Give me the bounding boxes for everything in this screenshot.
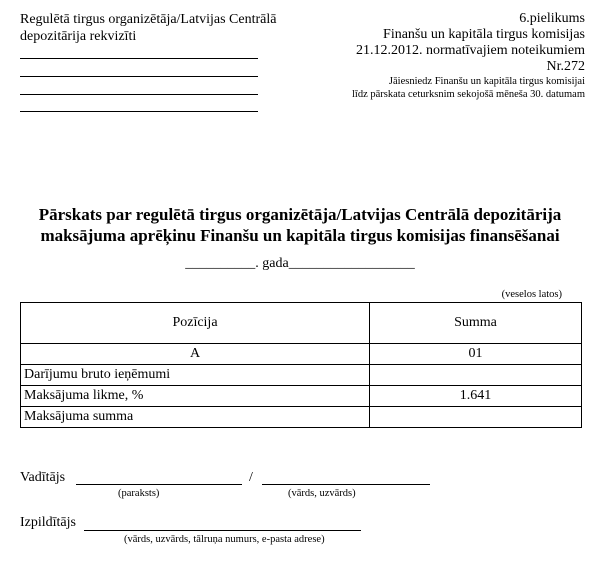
requisites-line-1[interactable] <box>20 58 258 59</box>
appendix-note-2: līdz pārskata ceturksnim sekojošā mēneša 30. datumam <box>352 89 585 100</box>
units-note: (veselos latos) <box>501 289 562 300</box>
row-value[interactable] <box>370 407 582 428</box>
appendix-line-3: 21.12.2012. normatīvajiem noteikumiem <box>355 43 585 58</box>
appendix-line-2: Finanšu un kapitāla tirgus komisijas <box>383 27 585 42</box>
code-amount: 01 <box>370 344 582 365</box>
preparer-line[interactable] <box>84 530 361 531</box>
row-label: Darījumu bruto ieņēmumi <box>21 365 370 386</box>
table-code-row <box>21 344 582 365</box>
appendix-note-1: Jāiesniedz Finanšu un kapitāla tirgus komisijai <box>388 76 585 87</box>
requisites-title: Regulētā tirgus organizētāja/Latvijas Centrālā depozitārija rekvizīti <box>20 12 277 44</box>
table-row <box>21 365 582 386</box>
row-label: Maksājuma likme, % <box>21 386 370 407</box>
report-year-line[interactable]: __________. gada__________________ <box>185 256 415 271</box>
name-caption: (vārds, uzvārds) <box>288 488 356 499</box>
row-value[interactable] <box>370 365 582 386</box>
report-title <box>0 204 600 246</box>
row-label: Maksājuma summa <box>21 407 370 428</box>
header-position: Pozīcija <box>21 303 370 344</box>
row-value[interactable]: 1.641 <box>370 386 582 407</box>
requisites-line-4[interactable] <box>20 111 258 112</box>
table-row <box>21 386 582 407</box>
table-row <box>21 407 582 428</box>
preparer-label: Izpildītājs <box>20 515 76 530</box>
requisites-line-3[interactable] <box>20 94 258 95</box>
head-signature-line[interactable] <box>76 484 242 485</box>
signature-separator: / <box>249 470 253 485</box>
report-title-line-1: Pārskats par regulētā tirgus organizētāja/Latvijas Centrālā depozitārija <box>38 205 562 224</box>
requisites-line-2[interactable] <box>20 76 258 77</box>
appendix-reg-no: Nr.272 <box>546 59 585 74</box>
preparer-caption: (vārds, uzvārds, tālruņa numurs, e-pasta adrese) <box>124 534 325 545</box>
head-label: Vadītājs <box>20 470 66 485</box>
head-name-line[interactable] <box>262 484 430 485</box>
table-header-row <box>21 303 582 344</box>
code-position: A <box>21 344 370 365</box>
report-title-line-2: maksājuma aprēķinu Finanšu un kapitāla tirgus komisijas finansēšanai <box>40 226 560 245</box>
appendix-number: 6.pielikums <box>519 11 585 26</box>
report-table <box>20 302 582 428</box>
appendix-header <box>255 11 585 101</box>
signature-caption: (paraksts) <box>118 488 160 499</box>
header-amount: Summa <box>370 303 582 344</box>
